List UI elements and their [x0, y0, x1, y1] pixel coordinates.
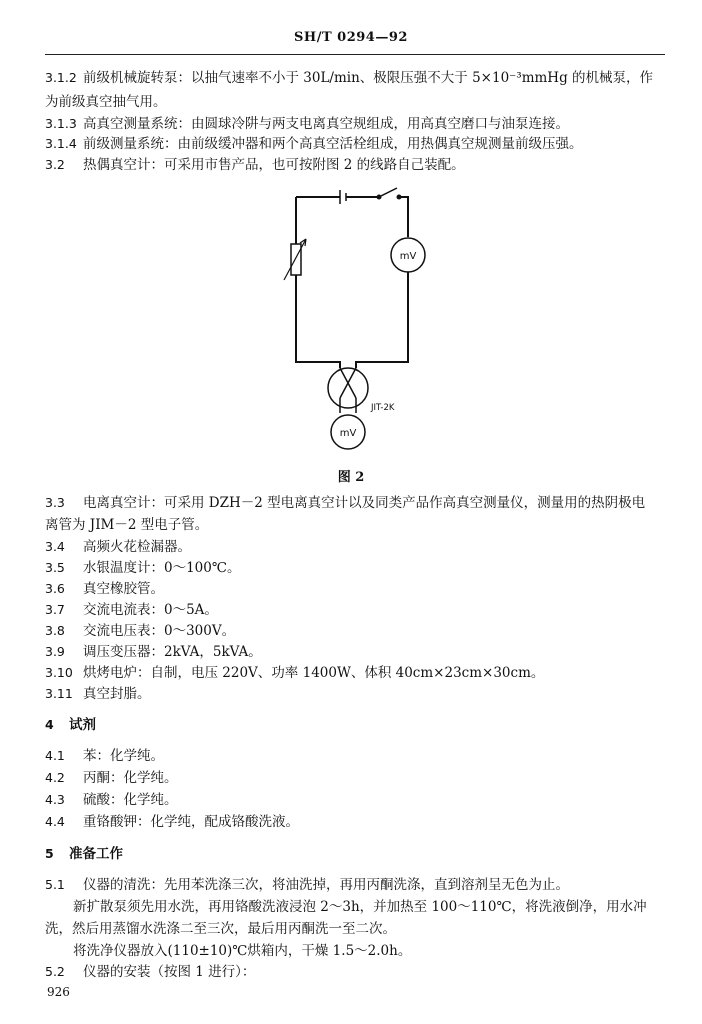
- variable-resistor: [291, 244, 301, 275]
- meter-top-label: mV: [399, 251, 417, 262]
- clause-number: 4.1: [45, 748, 65, 763]
- clause-number: 3.7: [45, 602, 65, 617]
- clause-text: 高频火花检漏器。: [83, 539, 191, 555]
- clause-text: 电离真空计：可采用 DZH－2 型电离真空计以及同类产品作高真空测量仪，测量用的热阴极电: [83, 495, 646, 511]
- clause-number: 3.1.2: [45, 70, 77, 85]
- switch-contact-left: [377, 195, 381, 199]
- clause-5-2: [45, 963, 665, 981]
- clause-5-1-para-2: [45, 898, 693, 916]
- clause-number: 3.3: [45, 495, 65, 510]
- clause-text: 硫酸：化学纯。: [83, 792, 178, 808]
- thermocouple-leads: [340, 398, 356, 413]
- clause-4-3: [45, 791, 665, 809]
- switch-lever: [381, 188, 397, 196]
- wire-left-lower: [296, 275, 340, 368]
- clause-text: 高真空测量系统：由圆球冷阱与两支电离真空规组成，用高真空磨口与油泵连接。: [83, 116, 569, 132]
- clause-text: 丙酮：化学纯。: [83, 770, 178, 786]
- section-number: 5: [45, 846, 54, 861]
- wire-right-lower: [356, 272, 408, 368]
- clause-4-1: [45, 747, 665, 765]
- clause-number: 5.1: [45, 877, 65, 892]
- standard-code-header: SH/T 0294—92: [294, 30, 408, 45]
- clause-number: 3.8: [45, 623, 65, 638]
- clause-4-4: [45, 813, 665, 831]
- section-title: 试剂: [69, 717, 96, 733]
- clause-number: 3.6: [45, 581, 65, 596]
- clause-3-8: [45, 622, 665, 640]
- clause-text: 烘烤电炉：自制，电压 220V、功率 1400W、体积 40cm×23cm×30cm。: [83, 665, 545, 681]
- clause-text: 水银温度计：0～100℃。: [83, 560, 241, 576]
- section-5-heading: [45, 845, 665, 863]
- clause-3-4: [45, 538, 665, 556]
- thermocouple-junction: [340, 368, 356, 398]
- section-4-heading: [45, 716, 665, 734]
- clause-3-5: [45, 559, 665, 577]
- clause-text: 离管为 JIM－2 型电子管。: [45, 517, 209, 533]
- clause-3-3-cont: [45, 516, 665, 534]
- clause-number: 4.4: [45, 814, 65, 829]
- clause-number: 3.5: [45, 560, 65, 575]
- clause-text: 真空橡胶管。: [83, 581, 164, 597]
- clause-text: 仪器的清洗：先用苯洗涤三次，将油洗掉，再用丙酮洗涤，直到溶剂呈无色为止。: [83, 877, 569, 893]
- clause-3-7: [45, 601, 665, 619]
- variable-resistor-arrow: [284, 239, 306, 280]
- clause-3-3: [45, 494, 665, 512]
- clause-text: 前级机械旋转泵：以抽气速率不小于 30L/min、极限压强不大于 5×10⁻³mmHg 的机械泵，作: [83, 70, 654, 86]
- clause-3-10: [45, 664, 665, 682]
- switch-contact-right: [397, 195, 401, 199]
- figure-caption: 图 2: [337, 470, 365, 485]
- clause-text: 为前级真空抽气用。: [45, 94, 167, 110]
- clause-5-1-para-3: [45, 942, 693, 960]
- clause-text: 交流电压表：0～300V。: [83, 623, 236, 639]
- clause-number: 5.2: [45, 964, 65, 979]
- clause-5-1-para-2-cont: [45, 920, 665, 938]
- clause-text: 真空封脂。: [83, 686, 151, 702]
- thermocouple-gauge-tube: [328, 368, 368, 408]
- clause-number: 3.1.4: [45, 136, 77, 151]
- clause-number: 3.1.3: [45, 116, 77, 131]
- clause-text: 重铬酸钾：化学纯，配成铬酸洗液。: [83, 814, 299, 830]
- section-number: 4: [45, 717, 54, 732]
- clause-5-1: [45, 876, 665, 894]
- meter-bottom-label: mV: [339, 428, 357, 439]
- page-number: 926: [47, 985, 70, 999]
- clause-text: 苯：化学纯。: [83, 748, 164, 764]
- clause-number: 3.10: [45, 665, 73, 680]
- clause-number: 3.9: [45, 644, 65, 659]
- clause-number: 3.4: [45, 539, 65, 554]
- clause-3-9: [45, 643, 665, 661]
- clause-text: 仪器的安装（按图 1 进行）：: [83, 964, 256, 980]
- clause-text: 调压变压器：2kVA，5kVA。: [83, 644, 262, 660]
- gauge-model-label: JIT-2K: [371, 403, 395, 413]
- clause-3-6: [45, 580, 665, 598]
- clause-4-2: [45, 769, 665, 787]
- wire-right: [401, 197, 408, 237]
- clause-number: 3.2: [45, 157, 65, 172]
- clause-text: 前级测量系统：由前级缓冲器和两个高真空活栓组成，用热偶真空规测量前级压强。: [83, 136, 583, 152]
- clause-text: 将洗净仪器放入(110±10)℃烘箱内，干燥 1.5～2.0h。: [73, 943, 412, 959]
- clause-number: 4.2: [45, 770, 65, 785]
- section-title: 准备工作: [69, 846, 123, 862]
- clause-text: 新扩散泵须先用水洗，再用铬酸洗液浸泡 2～3h，并加热至 100～110℃，将洗液倒净，用水冲: [73, 899, 647, 915]
- clause-3-11: [45, 685, 665, 703]
- clause-text: 洗，然后用蒸馏水洗涤二至三次，最后用丙酮洗一至二次。: [45, 921, 396, 937]
- clause-number: 3.11: [45, 686, 73, 701]
- clause-text: 热偶真空计：可采用市售产品，也可按附图 2 的线路自己装配。: [83, 157, 465, 173]
- clause-text: 交流电流表：0～5A。: [83, 602, 218, 618]
- clause-number: 4.3: [45, 792, 65, 807]
